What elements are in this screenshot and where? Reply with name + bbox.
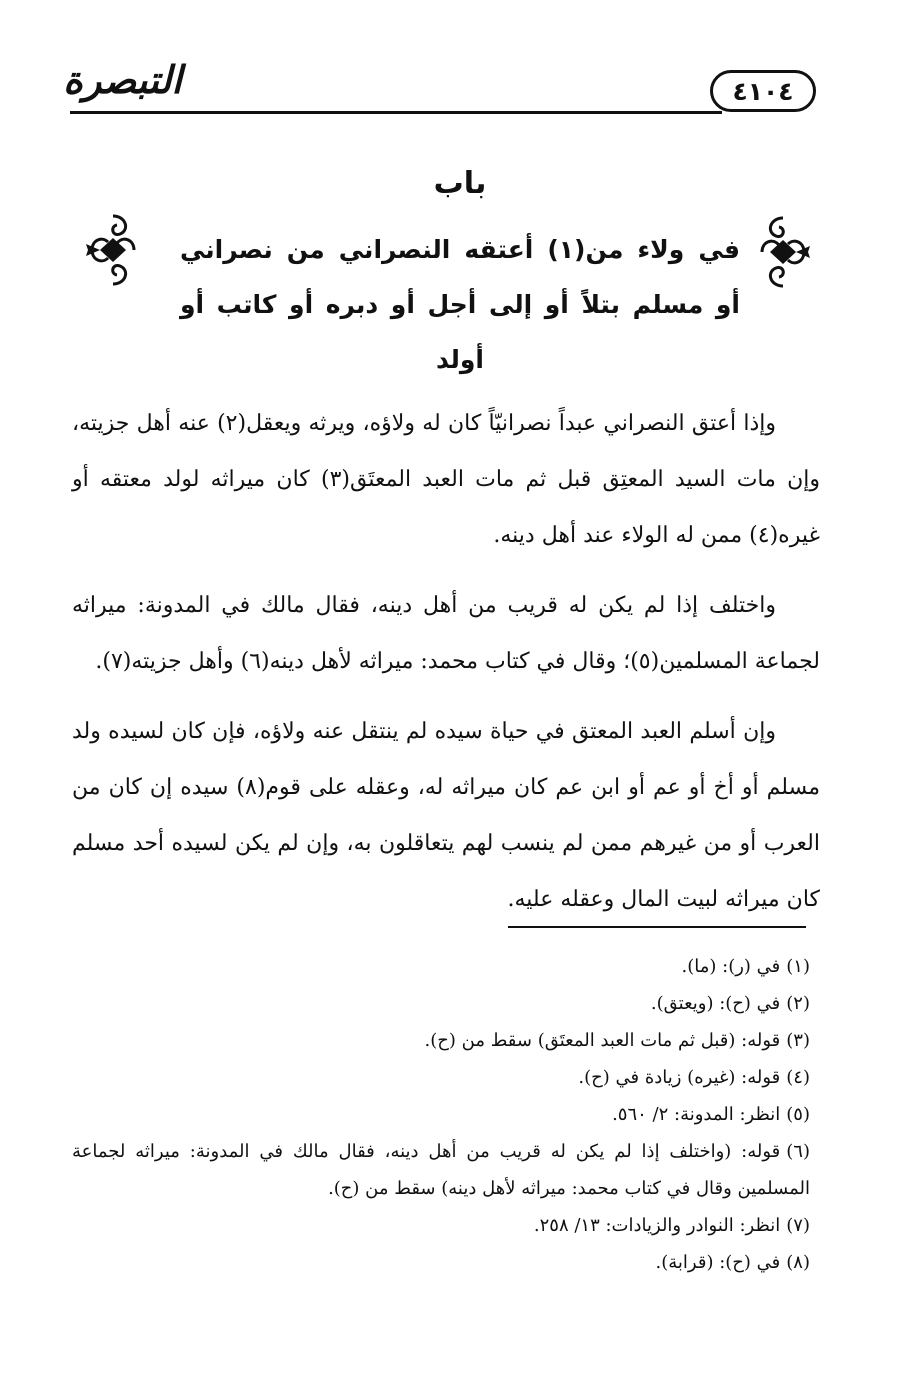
- footnote-number: (٢): [786, 993, 810, 1014]
- footnote-text: في (ح): (ويعتق).: [650, 993, 781, 1014]
- paragraph: وإن أسلم العبد المعتق في حياة سيده لم ينتقل عنه ولاؤه، فإن كان لسيده ولد مسلم أو أخ أو عم أو ابن عم كان ميراثه له، وعقله على قوم(٨) سيده إن كان من العرب أو من غيرهم ممن لم ينسب لهم يتعاقلون به، وإن لم يكن لسيده أحد مسلم كان ميراثه لبيت المال وعقله عليه.: [72, 719, 820, 912]
- footnote-item: [72, 1022, 810, 1059]
- footnote-item: [72, 1096, 810, 1133]
- footnote-number: (٥): [786, 1104, 810, 1125]
- footnote-text: انظر: المدونة: ٢/ ٥٦٠.: [612, 1104, 781, 1125]
- footnote-number: (١): [786, 956, 810, 977]
- body-text: [72, 396, 820, 942]
- footnotes: [72, 948, 810, 1281]
- footnote-number: (٤): [786, 1067, 810, 1088]
- floral-ornament-icon: [752, 212, 814, 292]
- chapter-label: باب: [433, 166, 487, 201]
- footnote-number: (٦): [786, 1141, 810, 1162]
- footnote-item: [72, 1207, 810, 1244]
- footnote-text: قوله: (واختلف إذا لم يكن له قريب من أهل دينه، فقال مالك في المدونة: ميراثه لجماعة المسلمين وقال في كتاب محمد: ميراثه لأهل دينه) سقط من (ح).: [72, 1141, 810, 1199]
- floral-ornament-icon: [82, 210, 144, 290]
- footnote-text: انظر: النوادر والزيادات: ١٣/ ٢٥٨.: [533, 1215, 781, 1236]
- footnote-item: [72, 948, 810, 985]
- header-rule: [70, 111, 722, 114]
- footnote-text: قوله: (غيره) زيادة في (ح).: [578, 1067, 781, 1088]
- footnote-text: قوله: (قبل ثم مات العبد المعتَق) سقط من (ح).: [424, 1030, 781, 1051]
- book-title: التبصرة: [63, 58, 182, 102]
- footnote-number: (٨): [786, 1252, 810, 1273]
- paragraph: واختلف إذا لم يكن له قريب من أهل دينه، فقال مالك في المدونة: ميراثه لجماعة المسلمين(٥)؛ وقال في كتاب محمد: ميراثه لأهل دينه(٦) وأهل جزيته(٧).: [72, 593, 820, 674]
- page-number: ٤١٠٤: [710, 70, 816, 112]
- footnote-item: [72, 1244, 810, 1281]
- footnote-item: [72, 985, 810, 1022]
- footnote-number: (٧): [786, 1215, 810, 1236]
- footnote-text: في (ح): (قرابة).: [655, 1252, 781, 1273]
- footnote-item: [72, 1133, 810, 1207]
- footnote-separator: [508, 926, 806, 928]
- footnote-item: [72, 1059, 810, 1096]
- paragraph: وإذا أعتق النصراني عبداً نصرانيّاً كان له ولاؤه، ويرثه ويعقل(٢) عنه أهل جزيته، وإن مات السيد المعتِق قبل ثم مات العبد المعتَق(٣) كان ميراثه لولد معتقه أو غيره(٤) ممن له الولاء عند أهل دينه.: [72, 411, 820, 548]
- chapter-title: في ولاء من(١) أعتقه النصراني من نصراني أو مسلم بتلاً أو إلى أجل أو دبره أو كاتب أو أولد: [180, 235, 740, 374]
- footnote-text: في (ر): (ما).: [681, 956, 781, 977]
- footnote-number: (٣): [786, 1030, 810, 1051]
